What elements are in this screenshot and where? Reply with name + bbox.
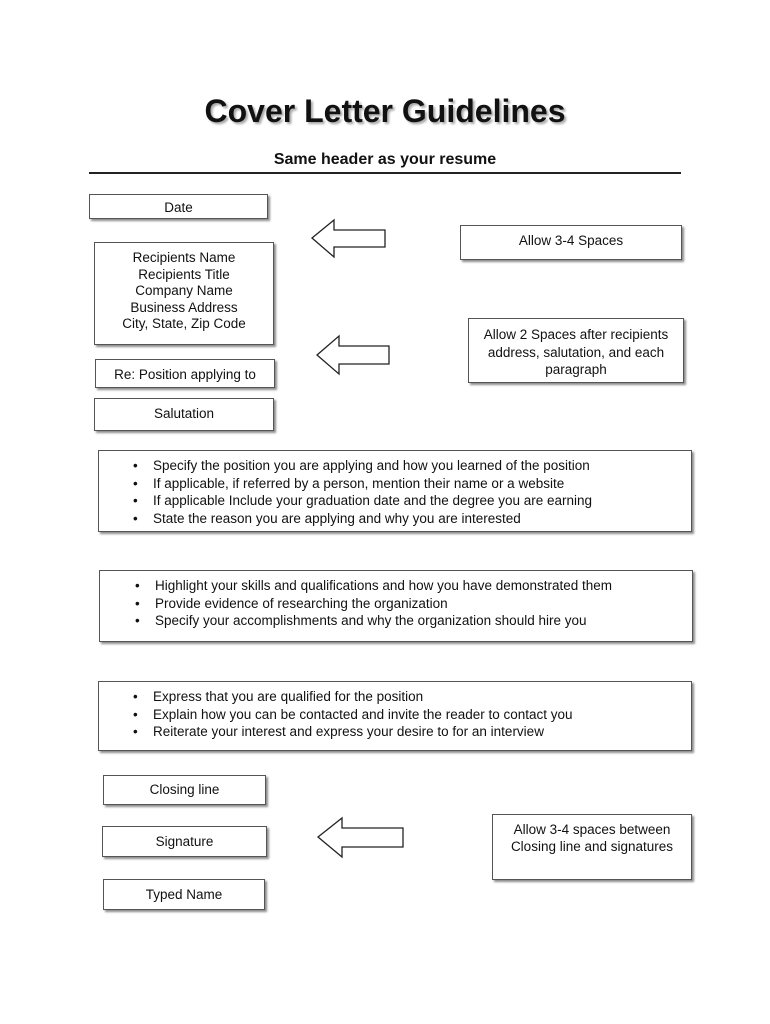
list-item: • Highlight your skills and qualifications and how you have demonstrated them — [135, 577, 692, 595]
re-label: Re: Position applying to — [114, 367, 256, 382]
note-spaces-closing-line1: Allow 3-4 spaces between — [513, 822, 671, 837]
list-item: • If applicable, if referred by a person, mention their name or a website — [133, 475, 691, 493]
signature-box — [102, 826, 267, 857]
date-label: Date — [164, 200, 193, 215]
closing-label: Closing line — [149, 782, 220, 797]
list-item: • Specify the position you are applying and how you learned of the position — [133, 457, 691, 475]
list-item: • Specify your accomplishments and why the organization should hire you — [135, 612, 692, 630]
page-title: Cover Letter Guidelines — [204, 93, 566, 129]
note-spaces-2-line3: paragraph — [545, 362, 607, 377]
list-item: • Reiterate your interest and express your desire to for an interview — [133, 723, 691, 741]
note-spaces-2-line2: address, salutation, and each — [487, 344, 665, 360]
typed-name-box — [103, 879, 265, 910]
business-address: Business Address — [130, 299, 238, 315]
header-rule — [89, 172, 681, 174]
company-name: Company Name — [135, 283, 233, 298]
re-box — [95, 359, 275, 388]
page-subtitle: Same header as your resume — [273, 151, 497, 168]
recipient-box — [94, 242, 274, 345]
paragraph-2-box — [99, 570, 693, 642]
paragraph-1-box — [98, 450, 692, 532]
note-spaces-2 — [468, 318, 684, 383]
note-spaces-3-4-text: Allow 3-4 Spaces — [518, 233, 624, 248]
typed-name-label: Typed Name — [145, 887, 223, 902]
closing-box — [103, 775, 266, 805]
list-item: • If applicable Include your graduation date and the degree you are earning — [133, 492, 691, 510]
note-spaces-closing — [492, 814, 692, 880]
arrow-left-icon — [315, 334, 395, 378]
note-spaces-3-4 — [460, 225, 682, 260]
note-spaces-closing-line2: Closing line and signatures — [510, 839, 674, 854]
salutation-label: Salutation — [153, 406, 215, 421]
recipient-title: Recipients Title — [138, 266, 230, 282]
arrow-left-icon — [310, 218, 390, 260]
city-state-zip: City, State, Zip Code — [122, 316, 246, 331]
salutation-box — [94, 398, 274, 431]
arrow-left-icon — [316, 816, 408, 860]
note-spaces-2-line1: Allow 2 Spaces after recipients — [483, 327, 669, 342]
list-item: • State the reason you are applying and why you are interested — [133, 510, 691, 528]
list-item: • Explain how you can be contacted and invite the reader to contact you — [133, 706, 691, 724]
date-box — [89, 194, 268, 219]
list-item: • Provide evidence of researching the organization — [135, 595, 692, 613]
paragraph-3-box — [98, 681, 692, 751]
recipient-name: Recipients Name — [132, 250, 236, 265]
signature-label: Signature — [155, 834, 214, 849]
list-item: • Express that you are qualified for the position — [133, 688, 691, 706]
